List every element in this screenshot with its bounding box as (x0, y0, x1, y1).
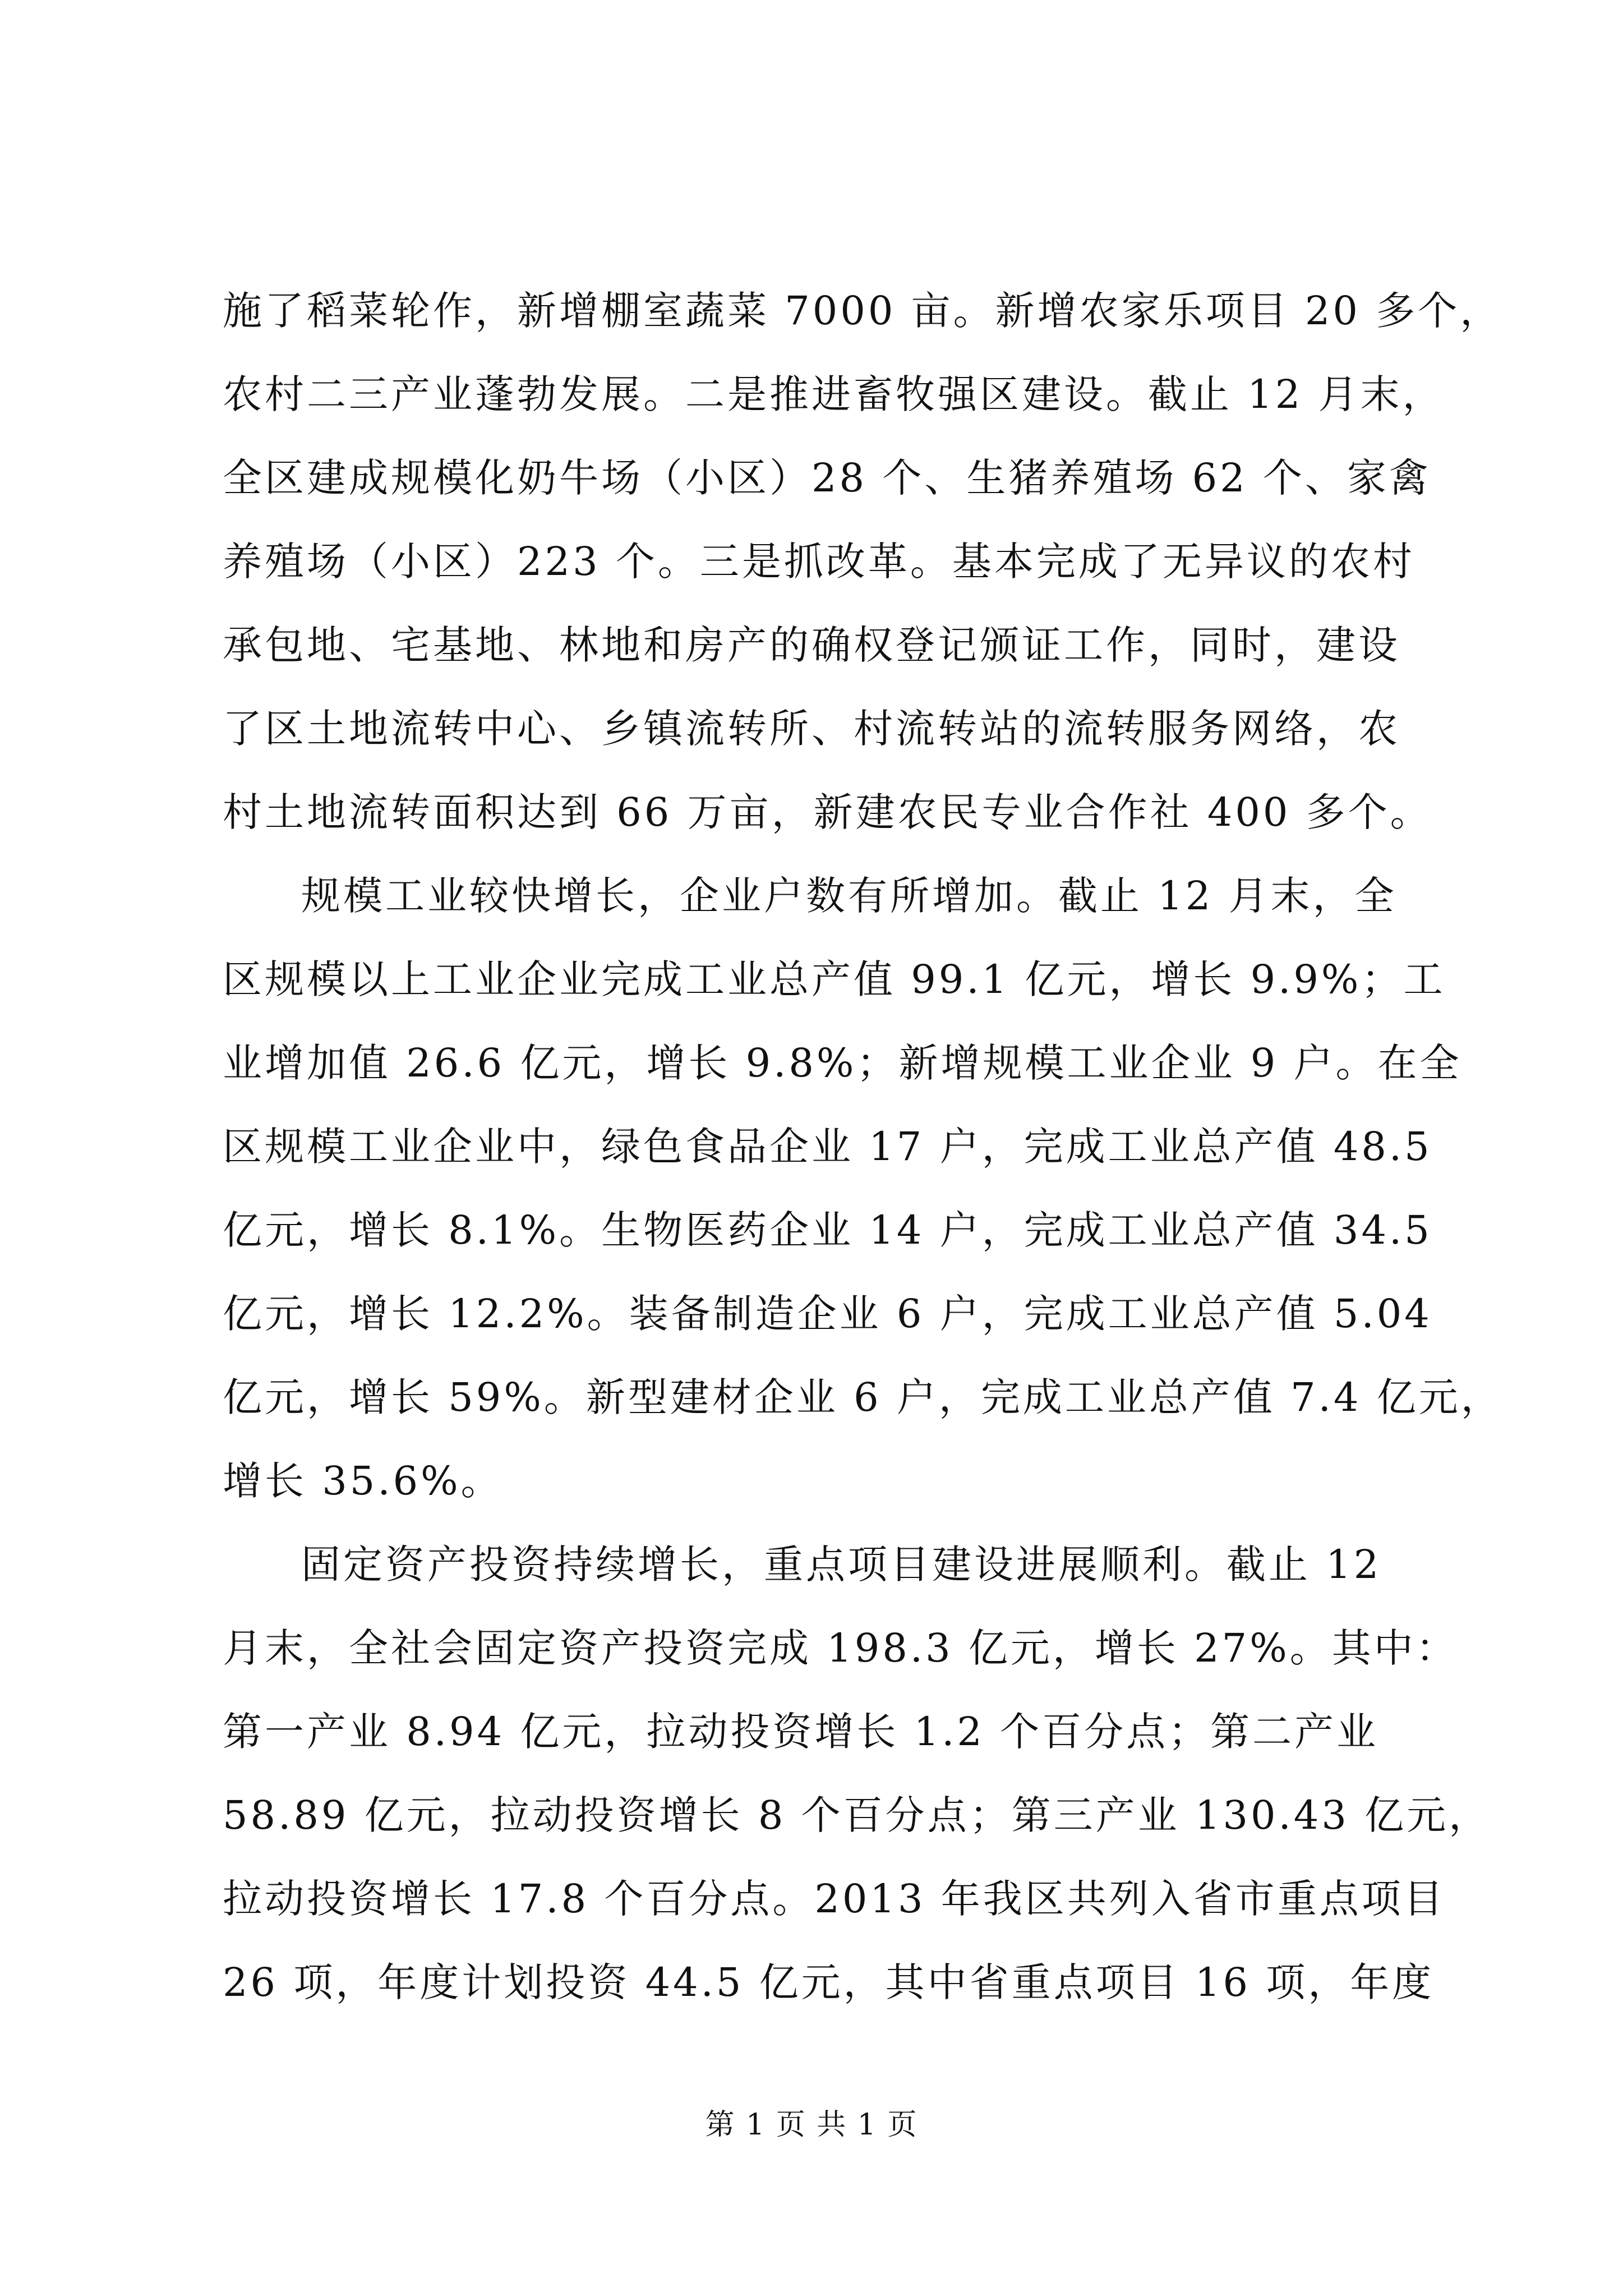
document-body (223, 269, 1503, 2024)
paragraph-industry (223, 854, 1503, 1523)
text-line: 农村二三产业蓬勃发展。二是推进畜牧强区建设。截止 12 月末， (223, 371, 1445, 417)
text-line: 26 项，年度计划投资 44.5 亿元，其中省重点项目 16 项，年度 (223, 1959, 1435, 2005)
text-line: 区规模工业企业中，绿色食品企业 17 户，完成工业总产值 48.5 (223, 1124, 1432, 1170)
paragraph-agriculture (223, 269, 1502, 854)
text-line: 承包地、宅基地、林地和房产的确权登记颁证工作，同时，建设 (223, 622, 1400, 668)
text-line: 固定资产投资持续增长，重点项目建设进展顺利。截止 12 (301, 1542, 1382, 1588)
paragraph-investment (223, 1523, 1491, 2024)
text-line: 拉动投资增长 17.8 个百分点。2013 年我区共列入省市重点项目 (223, 1876, 1446, 1922)
text-line: 村土地流转面积达到 66 万亩，新建农民专业合作社 400 多个。 (223, 789, 1432, 835)
text-line: 亿元，增长 8.1%。生物医药企业 14 户，完成工业总产值 34.5 (223, 1207, 1432, 1253)
text-line: 养殖场（小区）223 个。三是抓改革。基本完成了无异议的农村 (223, 539, 1415, 585)
text-line: 58.89 亿元，拉动投资增长 8 个百分点；第三产业 130.43 亿元， (223, 1792, 1491, 1838)
text-line: 施了稻菜轮作，新增棚室蔬菜 7000 亩。新增农家乐项目 20 多个， (223, 288, 1502, 334)
text-line: 亿元，增长 12.2%。装备制造企业 6 户，完成工业总产值 5.04 (223, 1291, 1432, 1337)
page-number-footer: 第 1 页 共 1 页 (705, 2108, 918, 2142)
text-line: 了区土地流转中心、乡镇流转所、村流转站的流转服务网络，农 (223, 706, 1400, 752)
text-line: 亿元，增长 59%。新型建材企业 6 户，完成工业总产值 7.4 亿元， (223, 1374, 1503, 1420)
text-line: 第一产业 8.94 亿元，拉动投资增长 1.2 个百分点；第二产业 (223, 1709, 1379, 1755)
text-line: 月末，全社会固定资产投资完成 198.3 亿元，增长 27%。其中： (223, 1625, 1458, 1671)
text-line: 区规模以上工业企业完成工业总产值 99.1 亿元，增长 9.9%；工 (223, 956, 1446, 1002)
text-line: 增长 35.6%。 (223, 1458, 503, 1504)
text-line: 规模工业较快增长，企业户数有所增加。截止 12 月末，全 (301, 873, 1397, 919)
text-line: 业增加值 26.6 亿元，增长 9.8%；新增规模工业企业 9 户。在全 (223, 1040, 1462, 1086)
text-line: 全区建成规模化奶牛场（小区）28 个、生猪养殖场 62 个、家禽 (223, 455, 1431, 501)
